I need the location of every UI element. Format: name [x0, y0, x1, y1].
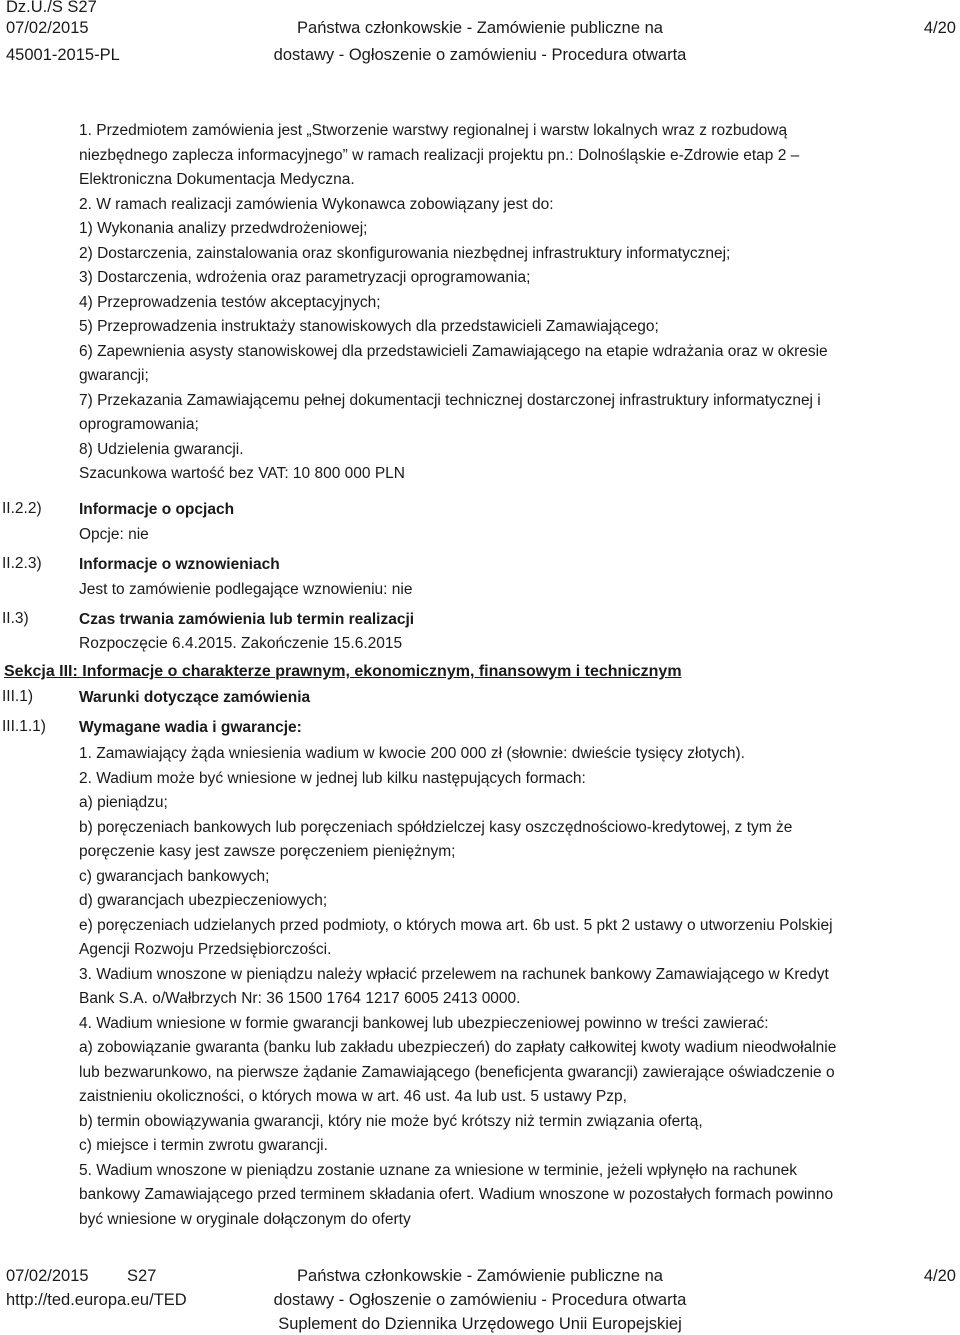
text-line: a) zobowiązanie gwaranta (banku lub zakładu ubezpieczeń) do zapłaty całkowitej kwoty wadium nieodwołalnie: [79, 1039, 837, 1056]
duration-text: Rozpoczęcie 6.4.2015. Zakończenie 15.6.2015: [79, 635, 403, 652]
text-line: być wniesione w oryginale dołączonym do oferty: [79, 1210, 411, 1228]
text-line: 8) Udzielenia gwarancji.: [79, 440, 244, 458]
options-text: Opcje: nie: [79, 526, 149, 543]
text-line: bankowy Zamawiającego przed terminem składania ofert. Wadium wnoszone w pozostałych formach powinno: [79, 1186, 834, 1203]
text-line: oprogramowania;: [79, 416, 199, 433]
options-heading: Informacje o opcjach: [79, 501, 235, 518]
header-date: 07/02/2015: [6, 19, 89, 37]
header-title-line1: Państwa członkowskie - Zamówienie publiczne na: [297, 19, 663, 37]
text-line: niezbędnego zaplecza informacyjnego” w ramach realizacji projektu pn.: Dolnośląskie e-Zdrowie etap 2 –: [79, 146, 800, 164]
footer-url-link[interactable]: http://ted.europa.eu/TED: [6, 1291, 187, 1309]
text-line: poręczenie kasy jest zawsze poręczeniem pieniężnym;: [79, 843, 456, 860]
section-number-ii-2-3: II.2.3): [2, 555, 42, 572]
renewals-heading: Informacje o wznowieniach: [79, 556, 280, 573]
text-line: Agencji Rozwoju Przedsiębiorczości.: [79, 941, 332, 958]
text-line: c) miejsce i termin zwrotu gwarancji.: [79, 1137, 328, 1154]
text-line: 5) Przeprowadzenia instruktaży stanowiskowych dla przedstawicieli Zamawiającego;: [79, 318, 659, 335]
text-line: 3) Dostarczenia, wdrożenia oraz parametryzacji oprogramowania;: [79, 269, 531, 286]
text-line: b) termin obowiązywania gwarancji, który nie może być krótszy niż termin związania ofertą,: [79, 1112, 703, 1130]
conditions-heading: Warunki dotyczące zamówienia: [79, 689, 311, 706]
notice-number: 45001-2015-PL: [6, 46, 120, 64]
text-line: gwarancji;: [79, 367, 149, 384]
text-line: zaistnieniu okoliczności, o których mowa w art. 46 ust. 4a lub ust. 5 ustawy Pzp,: [79, 1088, 627, 1105]
text-line: 4) Przeprowadzenia testów akceptacyjnych;: [79, 293, 381, 311]
text-line: b) poręczeniach bankowych lub poręczeniach spółdzielczej kasy oszczędnościowo-kredytowej, z tym że: [79, 818, 793, 836]
section-iii-title: Sekcja III: Informacje o charakterze prawnym, ekonomicznym, finansowym i technicznym: [4, 663, 682, 680]
text-line: Bank S.A. o/Wałbrzych Nr: 36 1500 1764 1217 6005 2413 0000.: [79, 990, 521, 1007]
text-line: 6) Zapewnienia asysty stanowiskowej dla przedstawicieli Zamawiającego na etapie wdrażania oraz w okresie: [79, 342, 828, 360]
footer-page-number: 4/20: [923, 1267, 956, 1285]
text-line: c) gwarancjach bankowych;: [79, 867, 270, 885]
section-number-iii-1: III.1): [2, 688, 34, 705]
text-line: 1. Przedmiotem zamówienia jest „Stworzenie warstwy regionalnej i warstw lokalnych wraz z rozbudową: [79, 122, 788, 139]
text-line: lub bezwarunkowo, na pierwsze żądanie Zamawiającego (beneficjenta gwarancji) zawierające oświadczenie o: [79, 1063, 835, 1081]
duration-heading: Czas trwania zamówienia lub termin realizacji: [79, 611, 415, 628]
text-line: 5. Wadium wnoszone w pieniądzu zostanie uznane za wniesione w terminie, jeżeli wpłynęło na rachunek: [79, 1161, 797, 1179]
header-page-number: 4/20: [923, 19, 956, 37]
estimated-value: Szacunkowa wartość bez VAT: 10 800 000 PLN: [79, 465, 405, 482]
object-description: [79, 119, 959, 487]
footer-supplement: Suplement do Dziennika Urzędowego Unii Europejskiej: [278, 1315, 682, 1333]
text-line: a) pieniądzu;: [79, 794, 168, 811]
text-line: 4. Wadium wniesione w formie gwarancji bankowej lub ubezpieczeniowej powinno w treści zawierać:: [79, 1014, 769, 1032]
text-line: 2. Wadium może być wniesione w jednej lub kilku następujących formach:: [79, 769, 586, 787]
journal-ref: Dz.U./S S27: [6, 0, 97, 16]
text-line: Elektroniczna Dokumentacja Medyczna.: [79, 171, 355, 188]
text-line: d) gwarancjach ubezpieczeniowych;: [79, 892, 328, 909]
footer-date: 07/02/2015: [6, 1267, 89, 1285]
deposits-heading: Wymagane wadia i gwarancje:: [79, 719, 302, 736]
footer-code: S27: [127, 1267, 157, 1285]
section-number-ii-3: II.3): [2, 610, 29, 627]
text-line: 2. W ramach realizacji zamówienia Wykonawca zobowiązany jest do:: [79, 195, 554, 213]
deposits-description: [79, 742, 959, 1232]
text-line: e) poręczeniach udzielanych przed podmioty, o których mowa art. 6b ust. 5 pkt 2 ustawy o utworzeniu Polskiej: [79, 916, 833, 934]
section-number-ii-2-2: II.2.2): [2, 500, 42, 517]
footer-title-line2: dostawy - Ogłoszenie o zamówieniu - Procedura otwarta: [273, 1291, 687, 1309]
text-line: 2) Dostarczenia, zainstalowania oraz skonfigurowania niezbędnej infrastruktury informatycznej;: [79, 244, 731, 262]
text-line: 1) Wykonania analizy przedwdrożeniowej;: [79, 220, 368, 237]
text-line: 3. Wadium wnoszone w pieniądzu należy wpłacić przelewem na rachunek bankowy Zamawiającego w Kredyt: [79, 965, 829, 983]
renewals-text: Jest to zamówienie podlegające wznowieniu: nie: [79, 581, 413, 598]
section-number-iii-1-1: III.1.1): [2, 718, 46, 735]
header-title-line2: dostawy - Ogłoszenie o zamówieniu - Procedura otwarta: [273, 46, 687, 64]
footer-title-line1: Państwa członkowskie - Zamówienie publiczne na: [297, 1267, 663, 1285]
text-line: 7) Przekazania Zamawiającemu pełnej dokumentacji technicznej dostarczonej infrastruktury informatycznej i: [79, 391, 821, 409]
text-line: 1. Zamawiający żąda wniesienia wadium w kwocie 200 000 zł (słownie: dwieście tysięcy złotych).: [79, 745, 745, 762]
